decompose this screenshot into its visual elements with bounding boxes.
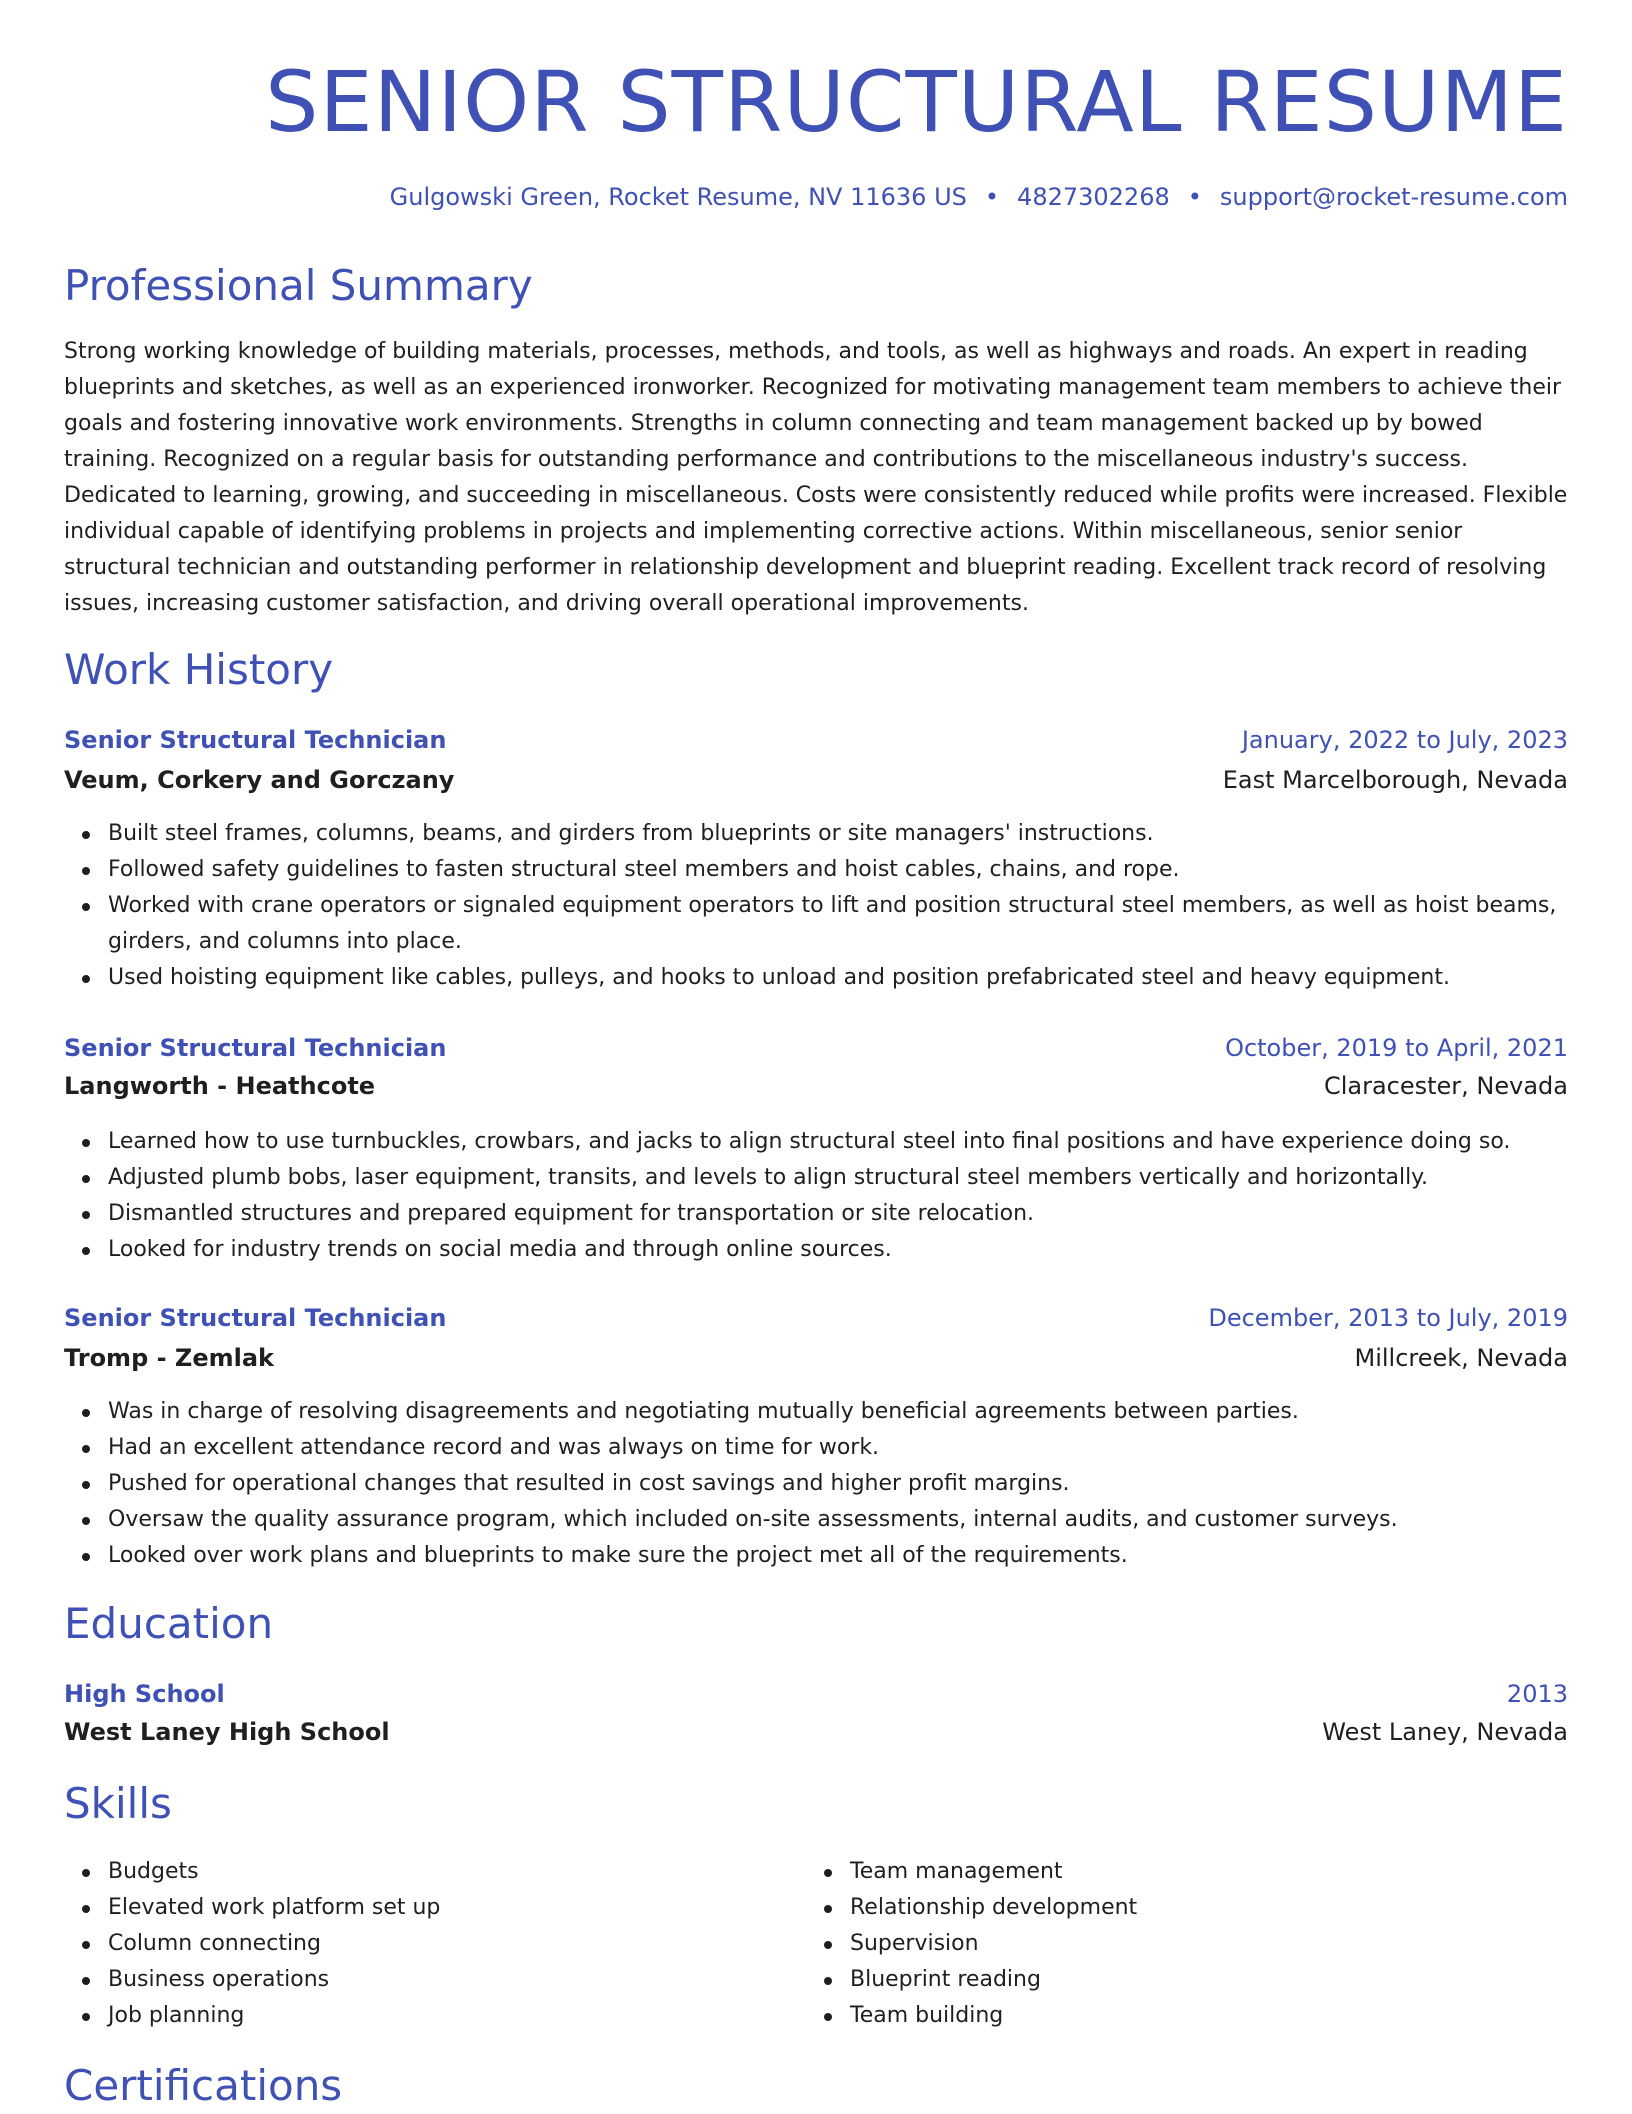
contact-phone: 4827302268 (1017, 183, 1170, 211)
contact-line (390, 180, 1568, 214)
job-dates: January, 2022 to July, 2023 (1241, 726, 1568, 754)
list-item: Relationship development (850, 1890, 1632, 1926)
education-school: West Laney High School (64, 1718, 390, 1746)
separator-dot: • (984, 183, 1000, 211)
job-title-row (64, 1300, 1568, 1336)
list-item: Dismantled structures and prepared equipment for transportation or site relocation. (108, 1196, 1612, 1232)
education-location: West Laney, Nevada (1322, 1718, 1568, 1746)
job-location: Claracester, Nevada (1323, 1072, 1568, 1100)
section-title-certifications: Certifications (64, 2061, 343, 2110)
list-item: Built steel frames, columns, beams, and girders from blueprints or site managers' instructions. (108, 816, 1612, 852)
section-title-summary: Professional Summary (64, 261, 533, 310)
education-year: 2013 (1506, 1680, 1568, 1708)
job-company: Tromp - Zemlak (64, 1344, 274, 1372)
job-company: Langworth - Heathcote (64, 1072, 376, 1100)
job-bullet-list (64, 816, 1612, 996)
job-bullet-list (64, 1394, 1612, 1574)
separator-dot: • (1187, 183, 1202, 211)
education-school-row (64, 1714, 1568, 1750)
job-title-row (64, 1030, 1568, 1066)
job-company: Veum, Corkery and Gorczany (64, 766, 455, 794)
list-item: Team management (850, 1854, 1632, 1890)
section-title-skills: Skills (64, 1779, 172, 1828)
job-title: Senior Structural Technician (64, 726, 447, 754)
job-location: East Marcelborough, Nevada (1222, 766, 1568, 794)
list-item: Blueprint reading (850, 1962, 1632, 1998)
list-item: Team building (850, 1998, 1632, 2034)
skills-list-right (806, 1854, 1632, 2034)
summary-text: Strong working knowledge of building materials, processes, methods, and tools, as well as highways and roads. An expert in reading blueprints and sketches, as well as an experienced ironworker. Recognized for motivating management team members to achieve their goals and fostering innovative work environments. Strengths in column connecting and team management backed up by bowed training. Recognized on a regular basis for outstanding performance and contributions to the miscellaneous industry's success. Dedicated to learning, growing, and succeeding in miscellaneous. Costs were consistently reduced while profits were increased. Flexible individual capable of identifying problems in projects and implementing corrective actions. Within miscellaneous, senior senior structural technician and outstanding performer in relationship development and blueprint reading. Excellent track record of resolving issues, increasing customer satisfaction, and driving overall operational improvements. (64, 339, 1568, 616)
resume-title: SENIOR STRUCTURAL RESUME (265, 53, 1568, 151)
list-item: Followed safety guidelines to fasten structural steel members and hoist cables, chains, and rope. (108, 852, 1612, 888)
job-title: Senior Structural Technician (64, 1304, 447, 1332)
job-company-row (64, 1340, 1568, 1376)
education-degree-row (64, 1676, 1568, 1712)
list-item: Worked with crane operators or signaled equipment operators to lift and position structural steel members, as well as hoist beams, girders, and columns into place. (108, 888, 1612, 960)
job-title: Senior Structural Technician (64, 1034, 447, 1062)
list-item: Had an excellent attendance record and was always on time for work. (108, 1430, 1612, 1466)
job-title-row (64, 722, 1568, 758)
list-item: Was in charge of resolving disagreements and negotiating mutually beneficial agreements between parties. (108, 1394, 1612, 1430)
list-item: Column connecting (108, 1926, 1612, 1962)
section-title-work-history: Work History (64, 645, 334, 694)
job-location: Millcreek, Nevada (1354, 1344, 1568, 1372)
education-degree: High School (64, 1680, 225, 1708)
list-item: Used hoisting equipment like cables, pulleys, and hooks to unload and position prefabricated steel and heavy equipment. (108, 960, 1612, 996)
job-company-row (64, 762, 1568, 798)
section-title-education: Education (64, 1599, 274, 1648)
list-item: Job planning (108, 1998, 1612, 2034)
job-dates: December, 2013 to July, 2019 (1208, 1304, 1568, 1332)
list-item: Looked over work plans and blueprints to make sure the project met all of the requirements. (108, 1538, 1612, 1574)
list-item: Pushed for operational changes that resulted in cost savings and higher profit margins. (108, 1466, 1612, 1502)
list-item: Business operations (108, 1962, 1612, 1998)
list-item: Looked for industry trends on social media and through online sources. (108, 1232, 1612, 1268)
job-company-row (64, 1068, 1568, 1104)
contact-email: support@rocket-resume.com (1219, 183, 1568, 211)
list-item: Elevated work platform set up (108, 1890, 1612, 1926)
list-item: Budgets (108, 1854, 1612, 1890)
list-item: Supervision (850, 1926, 1632, 1962)
job-bullet-list (64, 1124, 1612, 1268)
job-dates: October, 2019 to April, 2021 (1225, 1034, 1568, 1062)
list-item: Adjusted plumb bobs, laser equipment, transits, and levels to align structural steel members vertically and horizontally. (108, 1160, 1612, 1196)
list-item: Learned how to use turnbuckles, crowbars, and jacks to align structural steel into final positions and have experience doing so. (108, 1124, 1612, 1160)
list-item: Oversaw the quality assurance program, which included on-site assessments, internal audits, and customer surveys. (108, 1502, 1612, 1538)
contact-address: Gulgowski Green, Rocket Resume, NV 11636 US (389, 183, 967, 211)
